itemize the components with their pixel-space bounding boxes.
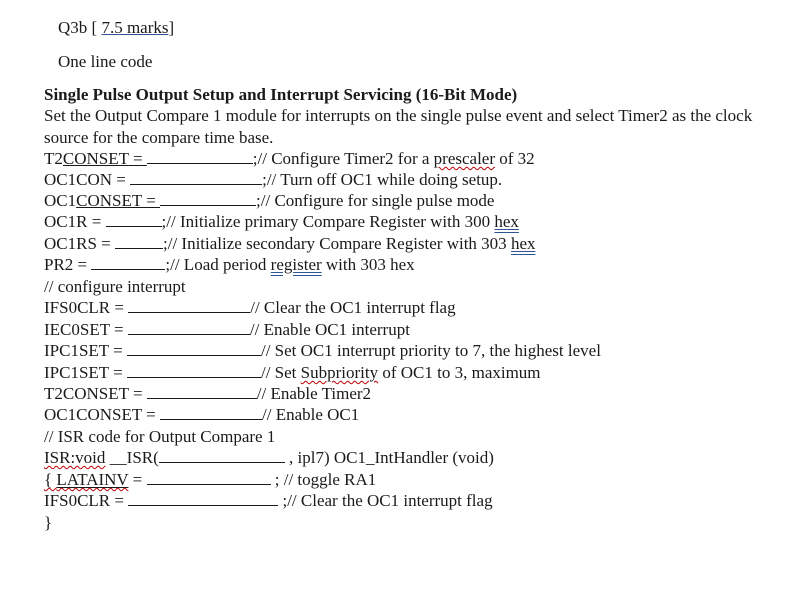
comment: // Set <box>260 363 301 382</box>
label: IPC1SET = <box>44 363 127 382</box>
comment: ; // toggle RA1 <box>270 470 377 489</box>
label: IFS0CLR = <box>44 491 129 510</box>
question-suffix: ] <box>168 18 175 37</box>
label: IEC0SET = <box>44 320 128 339</box>
spelling-flagged-word: prescaler <box>433 149 495 168</box>
code-line-15 <box>44 447 494 468</box>
reg-name: CONSET <box>62 149 129 168</box>
isr-signature: , ipl7) OC1_IntHandler (void) <box>284 448 494 467</box>
comment: ;// Initialize primary Compare Register with 300 <box>161 212 495 231</box>
answer-blank[interactable] <box>128 491 278 506</box>
section-description: Set the Output Compare 1 module for interrupts on the single pulse event and select Timer2 as the clock source for the compare time base. <box>44 106 753 147</box>
comment: ;// Configure Timer2 for a <box>252 149 434 168</box>
reg-name: LATAINV <box>56 470 129 489</box>
spelling-flagged-word: Subpriority <box>300 363 379 382</box>
code-line-8 <box>44 297 456 318</box>
isr-macro: __ISR( <box>105 448 159 467</box>
comment: // Clear the OC1 interrupt flag <box>250 298 456 317</box>
label: IFS0CLR = <box>44 298 129 317</box>
code-line-4 <box>44 211 519 232</box>
code-line-3 <box>44 190 494 211</box>
comment-tail: of 32 <box>495 149 535 168</box>
code-line-1 <box>44 148 535 169</box>
code-line-18: } <box>44 513 53 532</box>
code-line-5 <box>44 233 535 254</box>
comment: // Enable Timer2 <box>256 384 372 403</box>
answer-blank[interactable] <box>127 363 261 378</box>
section-title: Single Pulse Output Setup and Interrupt Servicing (16-Bit Mode) <box>44 85 518 104</box>
equals: = <box>128 470 147 489</box>
subtitle: One line code <box>58 52 153 71</box>
equals: = <box>141 191 161 210</box>
grammar-flagged-word: hex <box>494 212 519 231</box>
label: OC1RS = <box>44 234 115 253</box>
comment: // Enable OC1 <box>262 405 360 424</box>
reg-prefix: T2 <box>44 149 63 168</box>
answer-blank[interactable] <box>147 384 257 399</box>
answer-blank[interactable] <box>128 320 250 335</box>
question-prefix: Q3b [ <box>58 18 98 37</box>
answer-blank[interactable] <box>160 191 256 206</box>
answer-blank[interactable] <box>127 341 261 356</box>
question-header <box>58 17 174 38</box>
comment: ;// Initialize secondary Compare Register with 303 <box>163 234 511 253</box>
spelling-flagged-word: ISR:void <box>44 448 106 467</box>
marks-link[interactable]: 7.5 marks <box>101 18 169 37</box>
answer-blank[interactable] <box>128 298 250 313</box>
code-line-14: // ISR code for Output Compare 1 <box>44 427 276 446</box>
answer-blank[interactable] <box>91 255 165 270</box>
answer-blank[interactable] <box>160 405 262 420</box>
answer-blank[interactable] <box>147 149 253 164</box>
label: T2CONSET = <box>44 384 147 403</box>
code-line-7: // configure interrupt <box>44 277 186 296</box>
label: PR2 = <box>44 255 92 274</box>
comment: ;// Turn off OC1 while doing setup. <box>262 170 503 189</box>
code-line-12 <box>44 383 371 404</box>
label: OC1R = <box>44 212 106 231</box>
comment-tail: of OC1 to 3, maximum <box>378 363 541 382</box>
code-line-9 <box>44 319 410 340</box>
comment: ;// Load period <box>165 255 271 274</box>
comment: // Enable OC1 interrupt <box>249 320 410 339</box>
code-line-13 <box>44 404 359 425</box>
grammar-flagged-word: register <box>270 255 322 274</box>
reg-prefix: OC1 <box>44 191 77 210</box>
code-line-6 <box>44 254 415 275</box>
equals: = <box>128 149 147 168</box>
code-line-11 <box>44 362 541 383</box>
label: IPC1SET = <box>44 341 127 360</box>
answer-blank[interactable] <box>106 212 162 227</box>
reg-name: CONSET <box>76 191 142 210</box>
code-line-2 <box>44 169 502 190</box>
answer-blank[interactable] <box>130 170 262 185</box>
answer-blank[interactable] <box>115 234 163 249</box>
brace-flagged <box>44 470 128 489</box>
comment: ;// Configure for single pulse mode <box>256 191 495 210</box>
open-brace: { <box>44 470 57 489</box>
code-line-10 <box>44 340 601 361</box>
code-line-16 <box>44 469 376 490</box>
answer-blank[interactable] <box>147 470 271 485</box>
comment-tail: with 303 hex <box>321 255 415 274</box>
label: OC1CONSET = <box>44 405 161 424</box>
answer-blank[interactable] <box>159 448 285 463</box>
grammar-flagged-word: hex <box>510 234 536 253</box>
comment: // Set OC1 interrupt priority to 7, the highest level <box>260 341 601 360</box>
code-line-17 <box>44 490 493 511</box>
label: OC1CON = <box>44 170 131 189</box>
comment: ;// Clear the OC1 interrupt flag <box>278 491 493 510</box>
